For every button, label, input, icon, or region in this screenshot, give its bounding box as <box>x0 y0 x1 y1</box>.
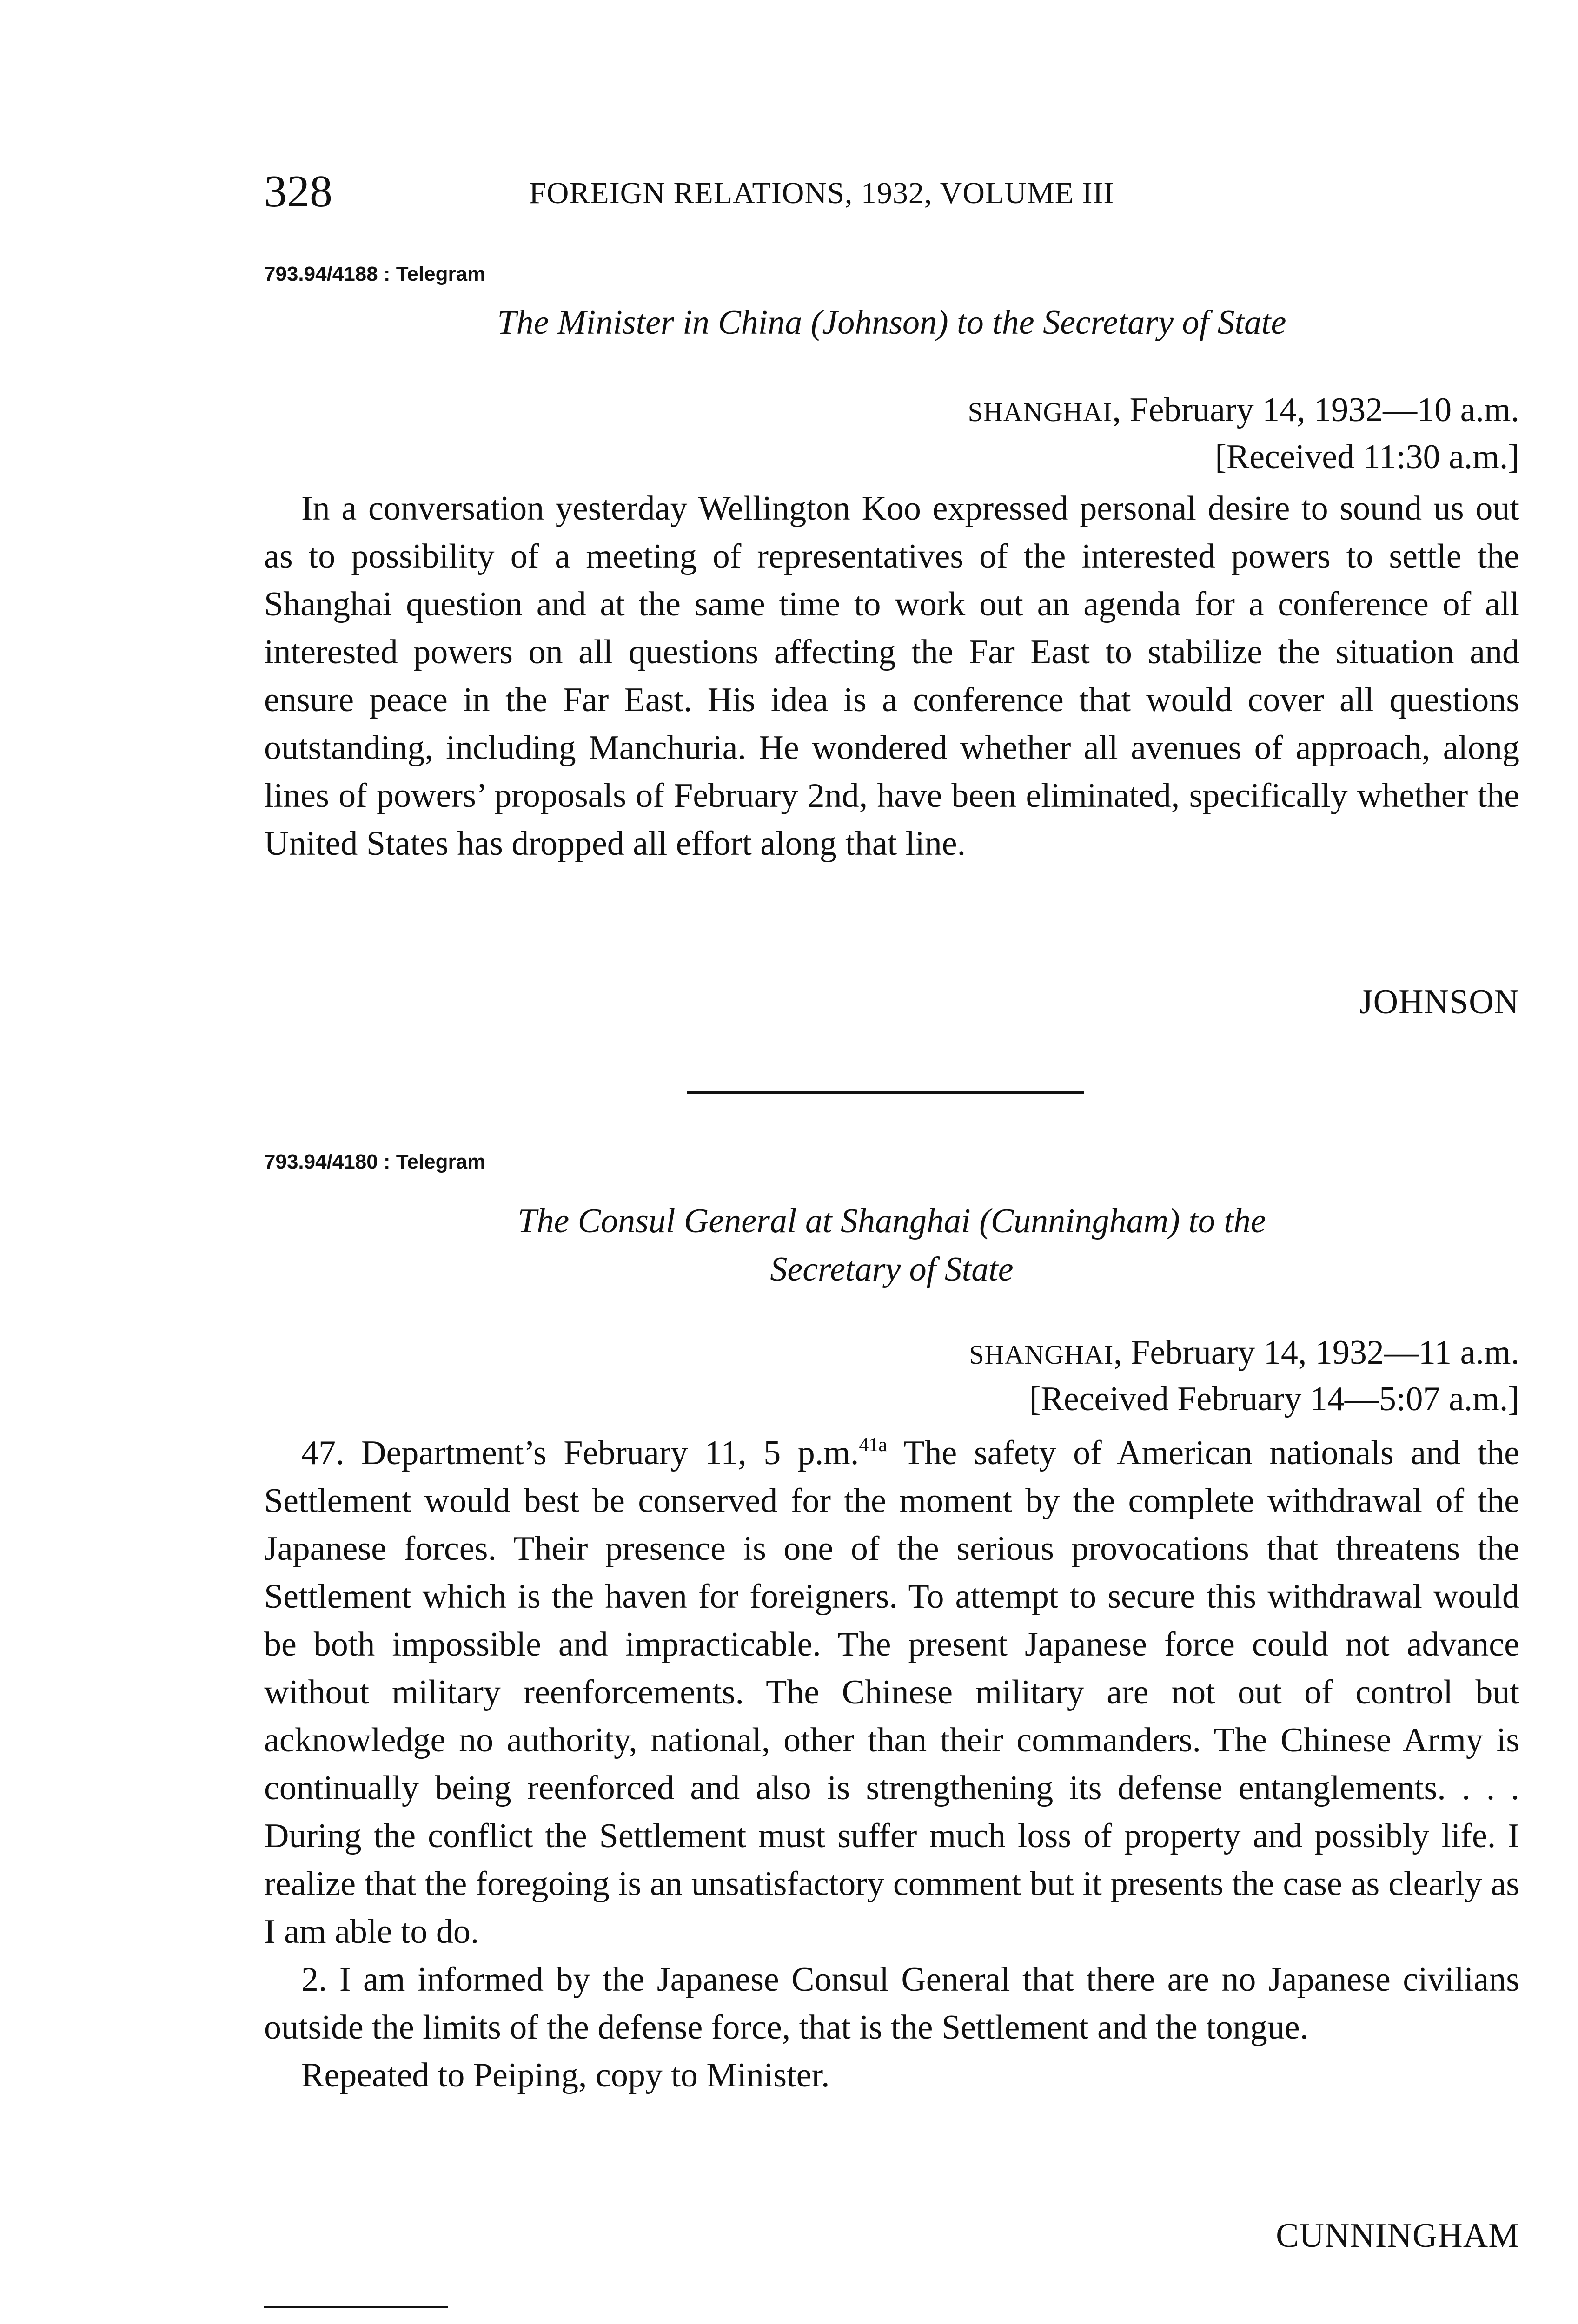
paragraph: 2. I am informed by the Japanese Consul General that there are no Japanese civilians outside the limits of the defense force, that is the Settlement and the tongue. <box>264 1961 1519 2047</box>
document-heading-2 <box>264 1197 1519 1294</box>
page-number: 328 <box>264 166 332 217</box>
telegram-body-1 <box>264 485 1519 868</box>
heading-line-2: Secretary of State <box>770 1250 1014 1288</box>
dateline-place-1: SHANGHAI <box>968 397 1113 427</box>
document-heading-1: The Minister in China (Johnson) to the Secretary of State <box>497 304 1286 342</box>
page-header <box>264 168 1519 215</box>
signature-1: JOHNSON <box>1359 983 1519 1021</box>
paragraph: In a conversation yesterday Wellington Koo expressed personal desire to sound us out as to possibility of a meeting of representatives of the interested powers to settle the Shanghai question and at the same time to work out an agenda for a conference of all interested powers on all questions affecting the Far East to stabilize the situation and ensure peace in the Far East. His idea is a conference that would cover all questions outstanding, including Manchuria. He wondered whether all avenues of approach, along lines of powers’ proposals of February 2nd, have been eliminated, specifically whether the United States has dropped all effort along that line. <box>264 489 1519 863</box>
paragraph-lead: 47. Department’s February 11, 5 p.m. <box>301 1434 859 1472</box>
paragraph <box>264 1429 1519 1956</box>
dateline-date-2: , February 14, 1932—11 a.m. <box>1114 1334 1519 1372</box>
heading-line-1: The Consul General at Shanghai (Cunningham) to the <box>517 1202 1266 1240</box>
dateline-2 <box>969 1329 1519 1378</box>
file-reference-2: 793.94/4180 : Telegram <box>264 1150 486 1173</box>
running-head: FOREIGN RELATIONS, 1932, VOLUME III <box>529 176 1114 210</box>
received-line-2: [Received February 14—5:07 a.m.] <box>1029 1380 1519 1418</box>
dateline-date-1: , February 14, 1932—10 a.m. <box>1112 391 1519 429</box>
telegram-body-2 <box>264 1429 1519 2100</box>
paragraph-text: The safety of American nationals and the Settlement would best be conserved for the moment by the complete withdrawal of the Japanese forces. Their presence is one of the serious provocations that threatens the Settlement which is the haven for foreigners. To attempt to secure this withdrawal would be both impossible and impracticable. The present Japanese force could not advance without military reenforcements. The Chinese military are not out of control but acknowledge no authority, national, other than their commanders. The Chinese Army is continually being reenforced and also is strengthening its defense entanglements. . . . During the conflict the Settlement must suffer much loss of property and possibly life. I realize that the foregoing is an unsatisfactory comment but it presents the case as clearly as I am able to do. <box>264 1434 1519 1951</box>
signature-2: CUNNINGHAM <box>1276 2217 1519 2255</box>
dateline-1 <box>968 387 1519 436</box>
footnote-reference[interactable]: 41a <box>859 1434 888 1456</box>
paragraph: Repeated to Peiping, copy to Minister. <box>301 2056 830 2094</box>
section-divider <box>687 1091 1084 1094</box>
received-line-1: [Received 11:30 a.m.] <box>1215 438 1519 476</box>
file-reference-1: 793.94/4188 : Telegram <box>264 263 486 285</box>
dateline-place-2: SHANGHAI <box>969 1340 1114 1370</box>
footnote-rule <box>264 2306 448 2308</box>
